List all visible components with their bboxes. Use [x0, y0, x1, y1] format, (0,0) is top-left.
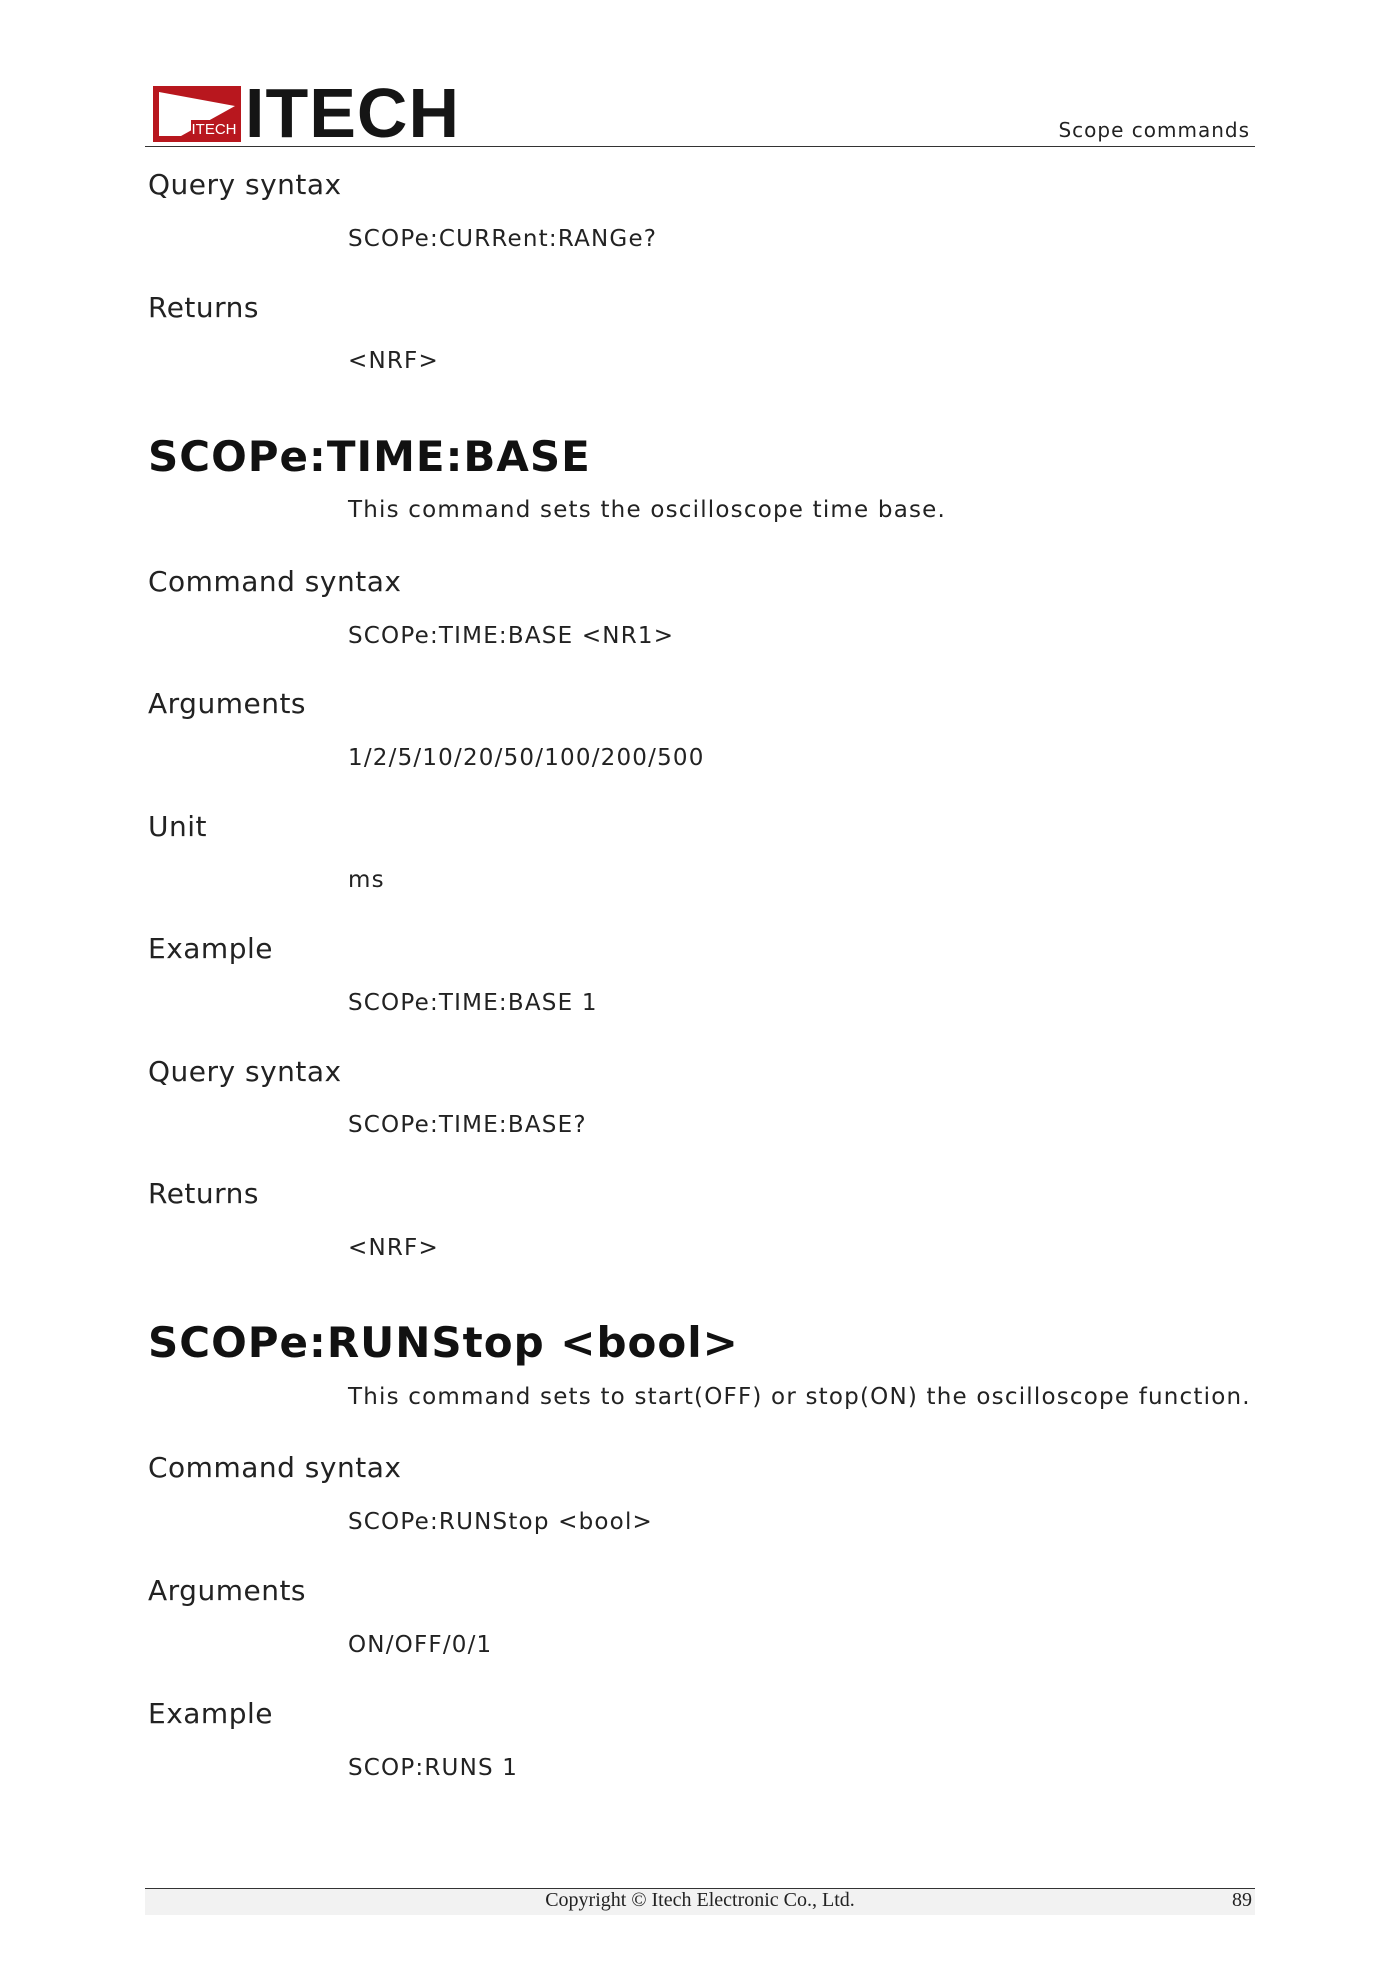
timebase-example-value: SCOPe:TIME:BASE 1	[348, 990, 598, 1016]
runstop-arguments-label: Arguments	[148, 1574, 307, 1607]
itech-logo	[153, 74, 473, 152]
page-footer	[145, 1888, 1255, 1915]
timebase-arguments-label: Arguments	[148, 687, 307, 720]
copyright-notice: Copyright © Itech Electronic Co., Ltd.	[545, 1889, 855, 1911]
runstop-example-value: SCOP:RUNS 1	[348, 1755, 519, 1781]
runstop-command-syntax-label: Command syntax	[148, 1451, 402, 1484]
runstop-command-syntax-value: SCOPe:RUNStop <bool>	[348, 1509, 654, 1535]
timebase-heading: SCOPe:TIME:BASE	[148, 432, 591, 481]
returns-value: <NRF>	[348, 348, 439, 374]
timebase-command-syntax-label: Command syntax	[148, 565, 402, 598]
page-number: 89	[1232, 1889, 1252, 1911]
timebase-returns-value: <NRF>	[348, 1235, 439, 1261]
itech-logo-badge-icon	[153, 86, 241, 142]
timebase-query-syntax-label: Query syntax	[148, 1055, 342, 1088]
logo-wordmark: ITECH	[245, 74, 460, 152]
timebase-unit-label: Unit	[148, 810, 207, 843]
timebase-command-syntax-value: SCOPe:TIME:BASE <NR1>	[348, 623, 675, 649]
query-syntax-label: Query syntax	[148, 168, 342, 201]
runstop-description: This command sets to start(OFF) or stop(ON) the oscilloscope function.	[348, 1384, 1251, 1410]
timebase-returns-label: Returns	[148, 1177, 260, 1210]
runstop-arguments-value: ON/OFF/0/1	[348, 1632, 493, 1658]
timebase-example-label: Example	[148, 932, 273, 965]
timebase-query-syntax-value: SCOPe:TIME:BASE?	[348, 1112, 587, 1138]
section-label: Scope commands	[1058, 118, 1250, 142]
runstop-heading: SCOPe:RUNStop <bool>	[148, 1318, 739, 1367]
runstop-example-label: Example	[148, 1697, 273, 1730]
timebase-description: This command sets the oscilloscope time base.	[348, 497, 947, 523]
returns-label: Returns	[148, 291, 260, 324]
timebase-arguments-value: 1/2/5/10/20/50/100/200/500	[348, 745, 705, 771]
timebase-unit-value: ms	[348, 867, 385, 893]
query-syntax-value: SCOPe:CURRent:RANGe?	[348, 226, 658, 252]
page-header	[145, 74, 1255, 152]
logo-badge-text: ITECH	[191, 121, 237, 138]
